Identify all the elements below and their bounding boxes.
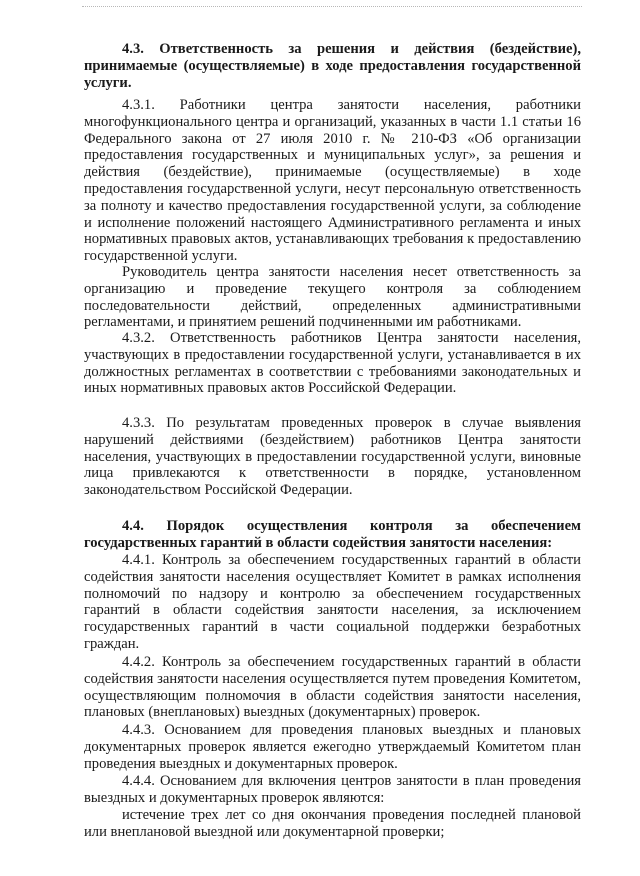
paragraph-4-3-2: 4.3.2. Ответственность работников Центра занятости населения, участвующих в предоставлении государственной услуги, устанавливается в их должностных регламентах в соответствии с требованиями законодательных и иных нормативных правовых актов Российской Федерации. — [84, 330, 581, 397]
paragraph-4-4-3: 4.4.3. Основанием для проведения плановых выездных и плановых документарных проверок является ежегодно утверждаемый Комитетом план проведения выездных и документарных проверок. — [84, 722, 581, 772]
paragraph-head-of-center: Руководитель центра занятости населения несет ответственность за организацию и проведение текущего контроля за соблюдением последовательности действий, определенных административными регламентами, и принятием решений подчиненными им работниками. — [84, 264, 581, 331]
scan-edge-mark — [82, 6, 582, 7]
section-4-3-heading: 4.3. Ответственность за решения и действия (бездействие), принимаемые (осуществляемые) в ходе предоставления государственной услуги. — [84, 41, 581, 91]
paragraph-4-4-2: 4.4.2. Контроль за обеспечением государственных гарантий в области содействия занятости населения осуществляется путем проведения Комитетом, осуществляющим полномочия в области содействия занятости населения, плановых (внеплановых) выездных (документарных) проверок. — [84, 654, 581, 721]
paragraph-4-4-4: 4.4.4. Основанием для включения центров занятости в план проведения выездных и документарных проверок являются: — [84, 773, 581, 806]
paragraph-4-4-4-item: истечение трех лет со дня окончания проведения последней плановой или внеплановой выездной или документарной проверки; — [84, 807, 581, 840]
section-4-4-heading: 4.4. Порядок осуществления контроля за обеспечением государственных гарантий в области содействия занятости населения: — [84, 518, 581, 551]
paragraph-4-3-3: 4.3.3. По результатам проведенных проверок в случае выявления нарушений действиями (бездействием) работников Центра занятости населения, участвующих в предоставлении государственной услуги, виновные лица привлекаются к ответственности в порядке, установленном законодательством Российской Федерации. — [84, 415, 581, 499]
paragraph-4-3-1: 4.3.1. Работники центра занятости населения, работники многофункционального центра и организаций, указанных в части 1.1 статьи 16 Федерального закона от 27 июля 2010 г. № 210-ФЗ «Об организации предоставления государственных и муниципальных услуг», за решения и действия (бездействие), принимаемые (осуществляемые) в ходе предоставления государственной услуги, несут персональную ответственность за полноту и качество предоставления государственной услуги, за соблюдение и исполнение положений настоящего Административного регламента и иных нормативных правовых актов, устанавливающих требования к предоставлению государственной услуги. — [84, 97, 581, 265]
paragraph-4-4-1: 4.4.1. Контроль за обеспечением государственных гарантий в области содействия занятости населения осуществляет Комитет в рамках исполнения полномочий по надзору и контролю за обеспечением государственных гарантий в области содействия занятости населения, за исключением государственных гарантий в части социальной поддержки безработных граждан. — [84, 552, 581, 652]
